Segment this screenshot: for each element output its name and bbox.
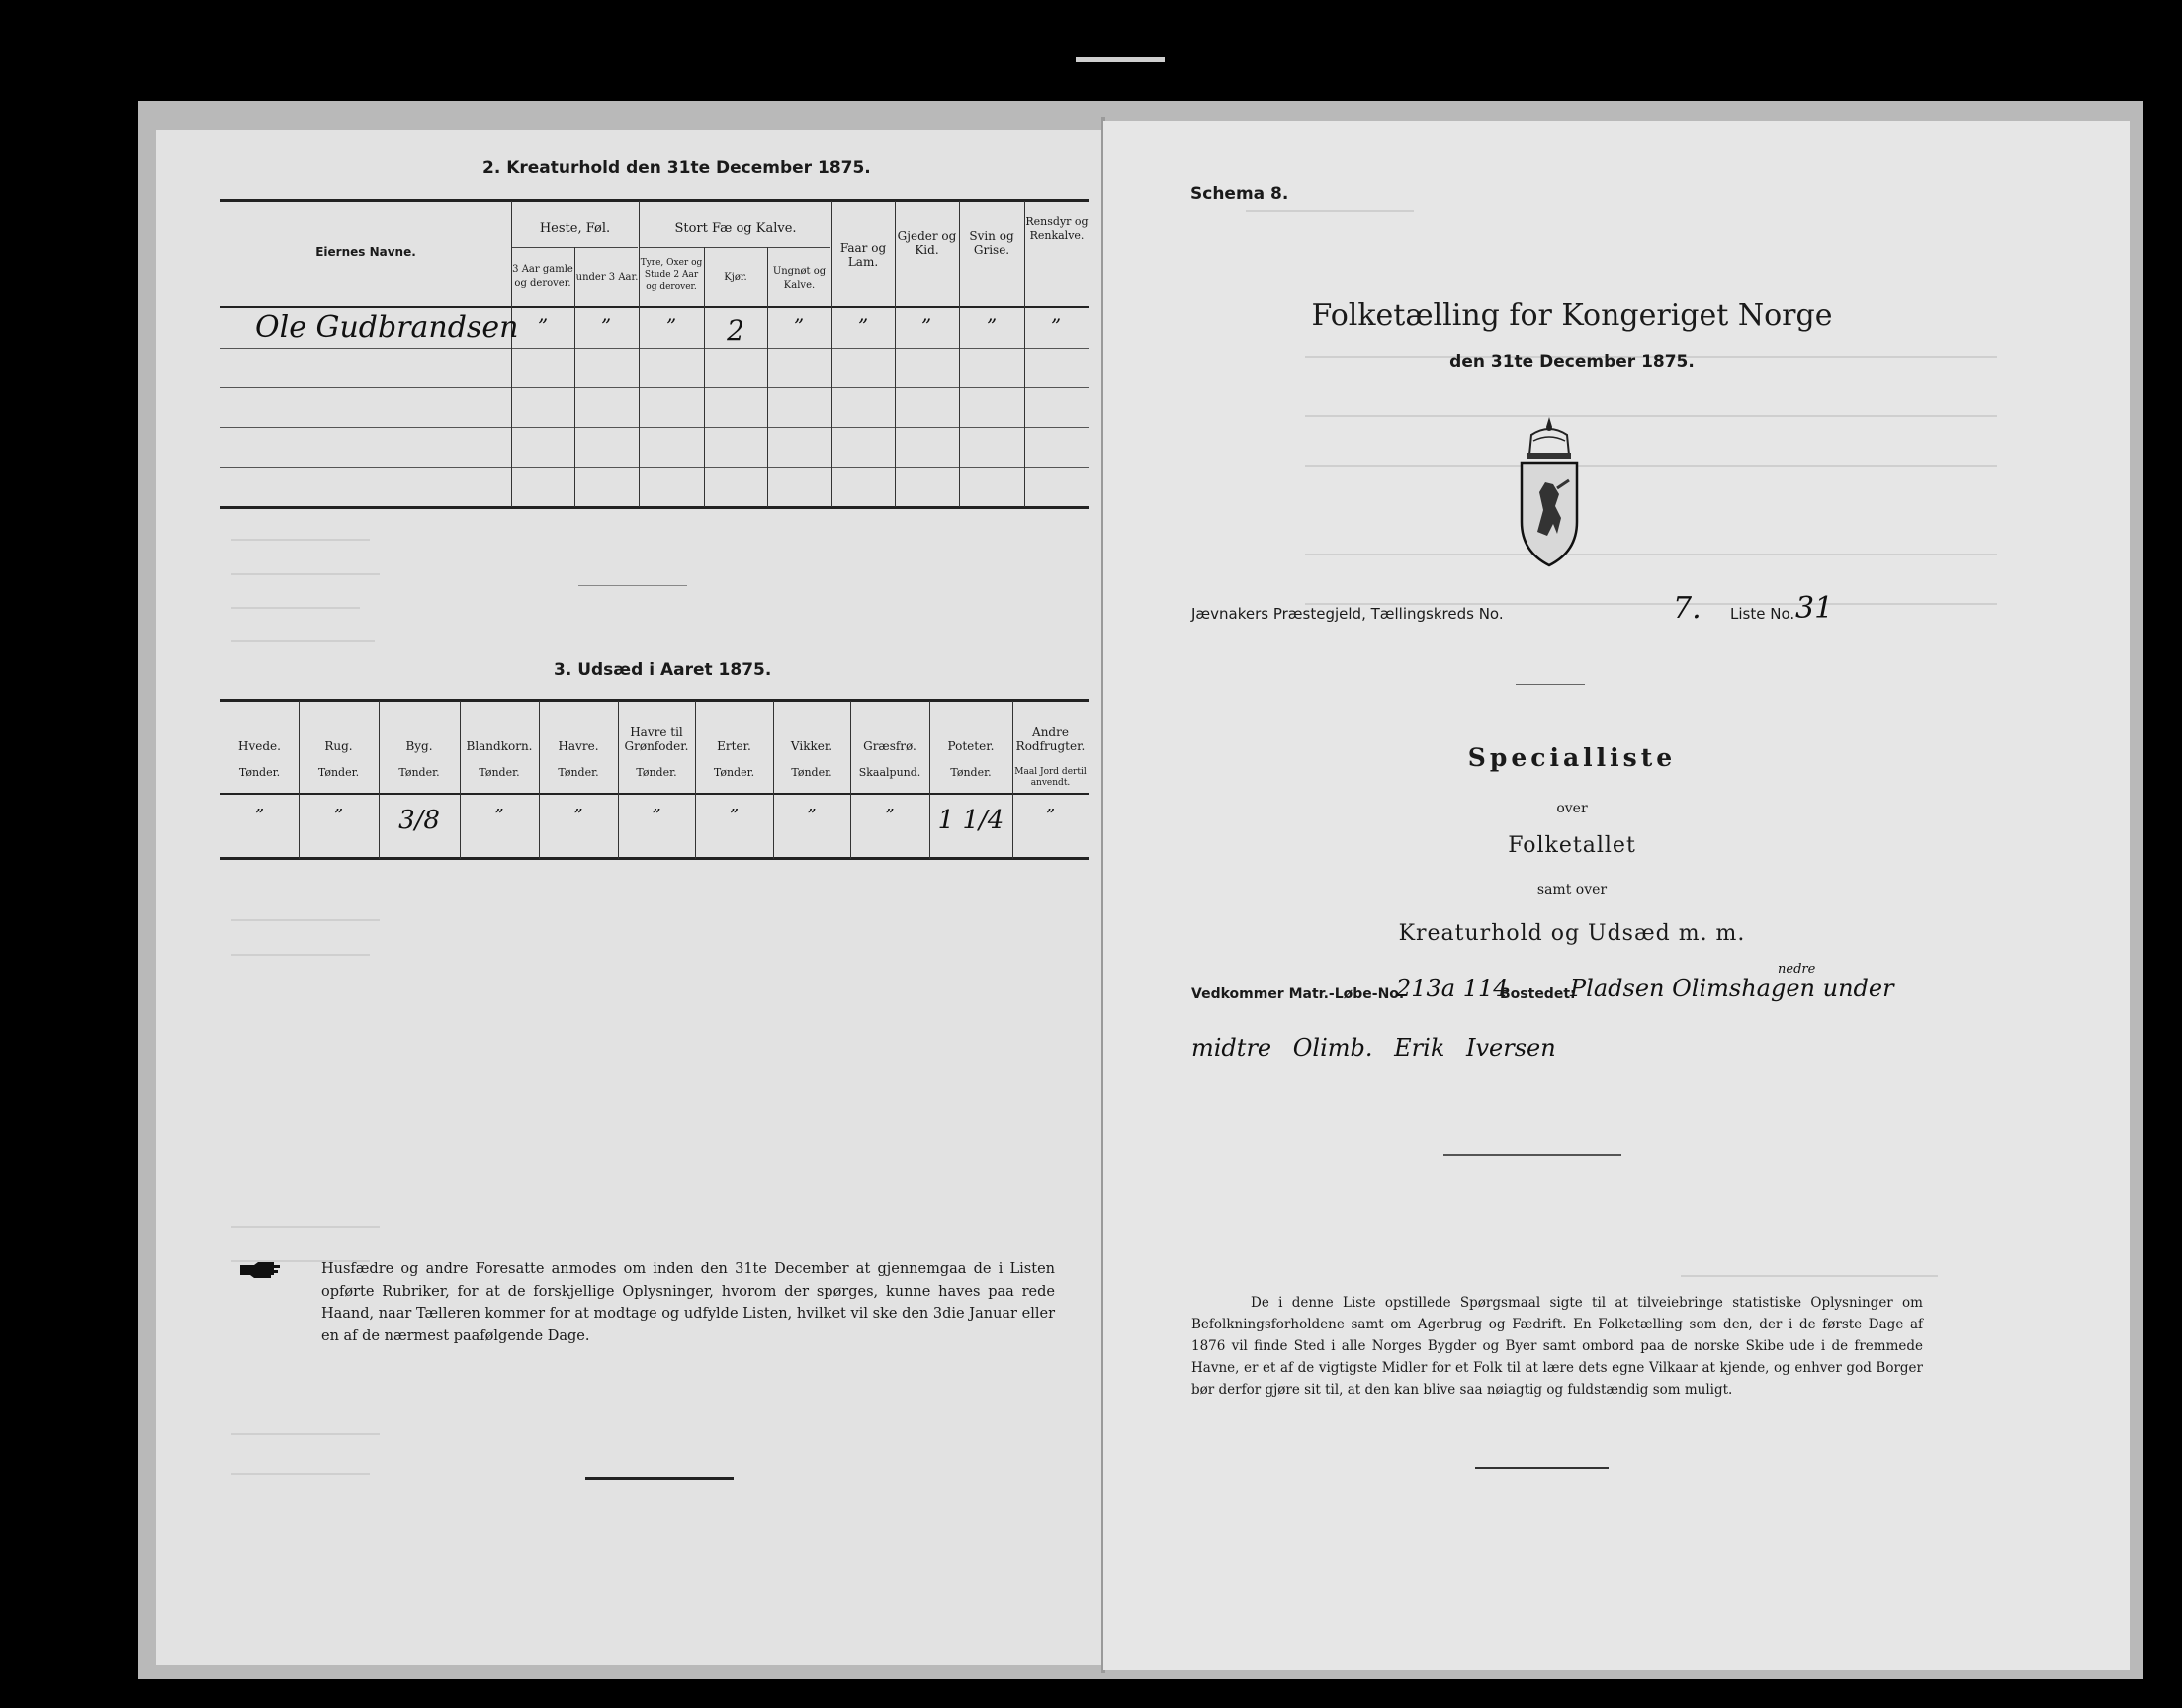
specialliste-title: Specialliste: [1467, 743, 1677, 772]
bleed-mark: [231, 954, 370, 956]
bosted-insert: nedre: [1778, 962, 1816, 977]
rensdyr-header: Rensdyr og Renkalve.: [1025, 215, 1089, 242]
table3-header: Blandkorn.: [466, 739, 533, 753]
table3-header: Byg.: [405, 739, 433, 753]
samt-over-label: samt over: [1536, 882, 1608, 897]
table3-unit: Tønder.: [636, 766, 677, 779]
liste-label: Liste No.: [1730, 605, 1795, 623]
table2-cell: ”: [600, 314, 612, 338]
table3-header: Havre til Grønfoder.: [624, 726, 689, 753]
bleed-mark: [231, 573, 380, 575]
stort-group-header: Stort Fæ og Kalve.: [674, 221, 797, 236]
table3-header: Rug.: [324, 739, 353, 753]
bosted-line2: midtre Olimb. Erik Iversen: [1191, 1034, 1556, 1062]
col-rule: [929, 701, 930, 859]
table2-cell: ”: [920, 314, 932, 338]
bleed-mark: [231, 539, 370, 541]
bleed-mark: [231, 640, 375, 642]
section3-title: 3. Udsæd i Aaret 1875.: [554, 660, 772, 680]
footer-text: De i denne Liste opstillede Spørgsmaal sigte til at tilveiebringe statistiske Oplysninger om Befolkningsforholdene samt om Agerbrug og Fædrift. En Folketælling som den, der i de første Dage af 1876 vil finde Sted i alle Norges Bygder og Byer samt ombord paa de norske Skibe ude i de fremmede Havne, er et af de vigtigste Midler for et Folk til at lære dets egne Vilkaar at kjende, og enhver god Borger bør derfor gjøre sit til, at den kan blive saa nøiagtig og fuldstændig som muligt.: [1191, 1295, 1923, 1398]
col-rule: [299, 701, 300, 859]
gjeder-header: Gjeder og Kid.: [897, 229, 957, 257]
table2-cell: ”: [857, 314, 869, 338]
table3-value: ”: [807, 806, 817, 826]
kreds-number: 7.: [1673, 591, 1702, 626]
table3-value: ”: [573, 806, 583, 826]
col-rule: [511, 201, 512, 507]
table3-unit: Tønder.: [317, 766, 360, 779]
table3-unit: Tønder.: [713, 766, 755, 779]
bleed-mark: [231, 1226, 380, 1228]
section2-title: 2. Kreaturhold den 31te December 1875.: [482, 158, 871, 178]
over-label: over: [1556, 801, 1588, 816]
table3-value: ”: [494, 806, 504, 826]
col-rule: [379, 701, 380, 859]
faar-header: Faar og Lam.: [839, 241, 887, 269]
table3-value: ”: [333, 806, 344, 826]
bosted-label: Bostedet:: [1500, 986, 1576, 1002]
table3-header: Græsfrø.: [863, 739, 916, 753]
schema-label: Schema 8.: [1190, 184, 1289, 204]
owner-header: Eiernes Navne.: [315, 245, 416, 259]
notice-text: Husfædre og andre Foresatte anmodes om inden den 31te December at gjennemgaa de i Listen opførte Rubriker, for at de forskjellige Oplysninger, hvorom der spørges, kunne haves paa rede Haand, naar Tælleren kommer for at modtage og udfylde Listen, hvilket vil ske den 3die Januar eller en af de nærmest paafølgende Dage.: [321, 1261, 1055, 1344]
col-rule: [1024, 201, 1025, 507]
svin-header: Svin og Grise.: [969, 229, 1014, 257]
norway-coat-of-arms-icon: [1514, 415, 1585, 567]
bosted-value: Pladsen Olimshagen under: [1570, 975, 1894, 1002]
kjer-header: Kjør.: [724, 272, 747, 283]
table3-value: ”: [1045, 806, 1056, 826]
table3-value: ”: [652, 806, 661, 826]
matr-label: Vedkommer Matr.-Løbe-No.: [1191, 986, 1405, 1002]
table3-header: Havre.: [558, 739, 599, 753]
table2-cell: ”: [793, 314, 805, 338]
table2-cell: 2: [727, 314, 744, 347]
bleed-mark: [231, 1433, 380, 1435]
table3-unit: Tønder.: [950, 766, 992, 779]
table2-cell: ”: [986, 314, 998, 338]
heste-group-header: Heste, Føl.: [539, 221, 611, 236]
col-rule: [539, 701, 540, 859]
table3-value: ”: [729, 806, 740, 826]
table3-unit: Maal Jord dertil anvendt.: [1014, 767, 1087, 788]
table3-header: Vikker.: [790, 739, 833, 753]
table3-value: ”: [254, 806, 265, 826]
table3-unit: Tønder.: [398, 766, 440, 779]
table3-value: ”: [885, 806, 895, 826]
end-rule: [585, 1477, 734, 1480]
tyre-header: Tyre, Oxer og Stude 2 Aar og derover.: [640, 258, 703, 292]
col-rule: [618, 701, 619, 859]
bleed-mark: [1305, 415, 1997, 417]
separator: [1443, 1154, 1621, 1156]
bleed-mark: [231, 1473, 370, 1475]
col-rule: [850, 701, 851, 859]
table3-top-rule: [220, 699, 1089, 702]
bleed-mark: [1305, 465, 1997, 467]
liste-number: 31: [1795, 591, 1834, 626]
bleed-mark: [231, 607, 360, 609]
col-rule: [773, 701, 774, 859]
table3-unit: Skaalpund.: [858, 766, 921, 779]
table3-unit: Tønder.: [791, 766, 832, 779]
separator: [1516, 684, 1585, 685]
folketallet-label: Folketallet: [1508, 833, 1636, 858]
bleed-mark: [1246, 210, 1414, 212]
stort-group-rule: [640, 247, 830, 248]
scan-edge-mark: [1076, 57, 1165, 62]
bleed-mark: [1305, 554, 1997, 555]
owner-name: Ole Gudbrandsen: [255, 310, 519, 345]
col-rule: [695, 701, 696, 859]
main-subtitle: den 31te December 1875.: [1449, 352, 1695, 372]
parish-label: Jævnakers Præstegjeld, Tællingskreds No.: [1191, 605, 1504, 623]
table3-header: Andre Rodfrugter.: [1015, 726, 1086, 753]
matr-number: 213a 114: [1396, 975, 1509, 1002]
table3-header: Hvede.: [238, 739, 281, 753]
ungnot-header: Ungnøt og Kalve.: [772, 266, 827, 291]
table2-cell: ”: [1050, 314, 1062, 338]
table3-header: Erter.: [717, 739, 751, 753]
table3-value: 3/8: [398, 806, 440, 835]
table3-header: Poteter.: [947, 739, 995, 753]
table3-value: 1 1/4: [937, 806, 1004, 835]
table3-unit: Tønder.: [238, 766, 281, 779]
table3-unit: Tønder.: [558, 766, 599, 779]
col-rule: [574, 247, 575, 507]
table3-header-rule: [220, 793, 1089, 795]
bleed-mark: [1681, 1275, 1938, 1277]
end-rule: [1475, 1467, 1609, 1469]
pointing-hand-icon: [240, 1262, 280, 1278]
col-rule: [639, 201, 640, 507]
table3-bottom-rule: [220, 857, 1089, 860]
heste-3-header: 3 Aar gamle og derover.: [512, 264, 573, 289]
kreaturhold-label: Kreaturhold og Udsæd m. m.: [1398, 921, 1746, 946]
heste-under-header: under 3 Aar.: [575, 272, 639, 283]
separator: [578, 585, 687, 586]
col-rule: [460, 701, 461, 859]
col-rule: [704, 247, 705, 507]
bleed-mark: [231, 919, 380, 921]
table3-unit: Tønder.: [479, 766, 520, 779]
table2-cell: ”: [665, 314, 677, 338]
table2-cell: ”: [537, 314, 549, 338]
main-title: Folketælling for Kongeriget Norge: [1311, 299, 1833, 333]
